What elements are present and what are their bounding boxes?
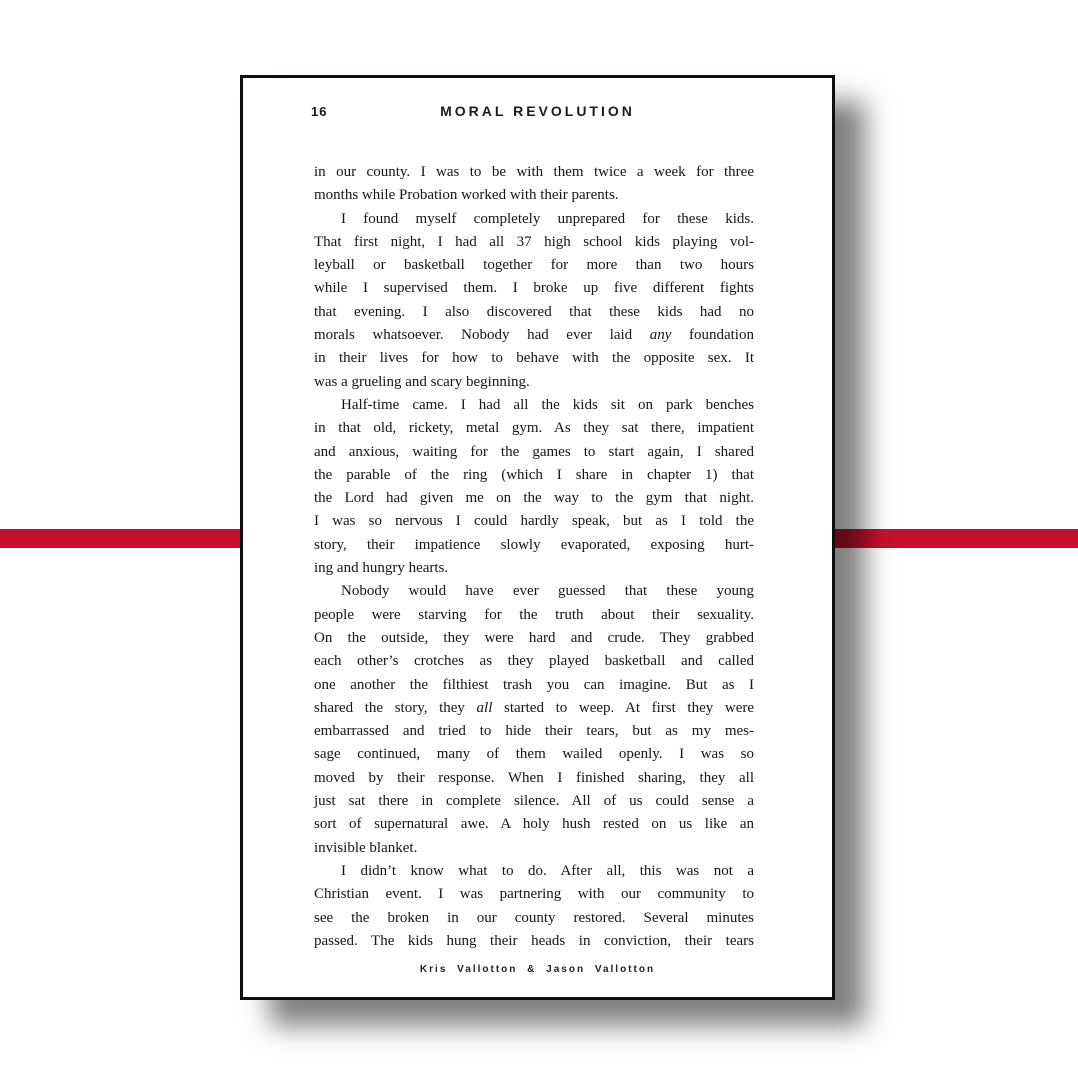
text-line: sort of supernatural awe. A holy hush rested on us like an <box>314 816 754 833</box>
text-line: Nobody would have ever guessed that these young <box>341 583 754 600</box>
text-line: shared the story, they all started to weep. At first they were <box>314 699 755 716</box>
text-line: On the outside, they were hard and crude. They grabbed <box>314 629 754 646</box>
book-page <box>240 75 835 1000</box>
text-line: while I supervised them. I broke up five different fights <box>314 280 754 297</box>
page-number: 16 <box>311 104 328 119</box>
page-footer <box>243 959 832 977</box>
text-line: months while Probation worked with their parents. <box>314 187 619 204</box>
text-line: in that old, rickety, metal gym. As they sat there, impatient <box>314 420 754 437</box>
text-line: embarrassed and tried to hide their tears, but as my mes- <box>314 723 754 740</box>
text-line: each other’s crotches as they played basketball and called <box>314 653 754 670</box>
text-line: people were starving for the truth about their sexuality. <box>314 606 754 623</box>
text-line: passed. The kids hung their heads in conviction, their tears <box>314 932 754 949</box>
text-line: I found myself completely unprepared for these kids. <box>341 210 754 227</box>
text-line: I didn’t know what to do. After all, this was not a <box>341 862 754 879</box>
text-line: Christian event. I was partnering with our community to <box>314 886 754 903</box>
text-line: one another the filthiest trash you can imagine. But as I <box>314 676 754 693</box>
running-title: MORAL REVOLUTION <box>440 103 635 119</box>
text-line: just sat there in complete silence. All of us could sense a <box>314 793 754 810</box>
text-line: Half-time came. I had all the kids sit on park benches <box>341 396 754 413</box>
text-line: in our county. I was to be with them twice a week for three <box>314 164 754 180</box>
text-line: leyball or basketball together for more than two hours <box>314 257 754 274</box>
text-line: and anxious, waiting for the games to start again, I shared <box>314 443 754 460</box>
text-line: That first night, I had all 37 high school kids playing vol- <box>314 233 754 250</box>
text-line: that evening. I also discovered that these kids had no <box>314 303 754 320</box>
text-line: I was so nervous I could hardly speak, but as I told the <box>314 513 754 530</box>
text-line: was a grueling and scary beginning. <box>314 373 530 390</box>
text-line: the Lord had given me on the way to the gym that night. <box>314 490 754 507</box>
text-line: sage continued, many of them wailed openly. I was so <box>314 746 754 763</box>
text-line: story, their impatience slowly evaporated, exposing hurt- <box>314 536 754 553</box>
text-line: invisible blanket. <box>314 839 418 856</box>
authors-footer: Kris Vallotton & Jason Vallotton <box>419 964 656 975</box>
text-line: ing and hungry hearts. <box>314 560 449 577</box>
text-line: morals whatsoever. Nobody had ever laid any foundation <box>314 327 754 344</box>
text-line: the parable of the ring (which I share in chapter 1) that <box>314 466 754 483</box>
body-text <box>314 161 754 953</box>
text-line: in their lives for how to behave with the opposite sex. It <box>314 350 754 367</box>
text-line: see the broken in our county restored. Several minutes <box>314 909 754 926</box>
page-header <box>243 103 832 120</box>
text-line: moved by their response. When I finished sharing, they all <box>314 769 754 786</box>
